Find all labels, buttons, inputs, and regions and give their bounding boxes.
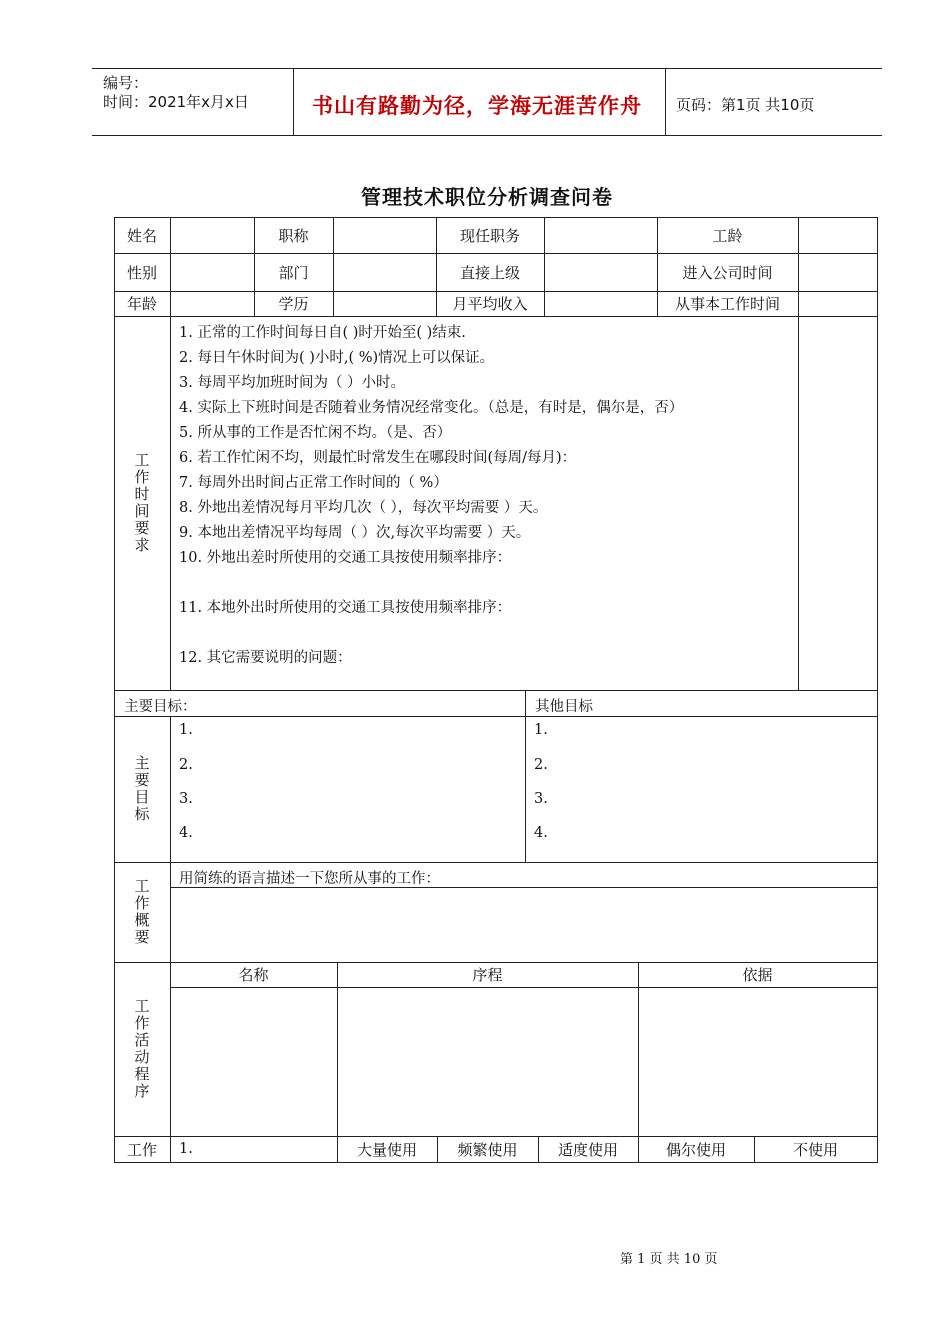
time-label: 时间：2021年x月x日: [103, 93, 249, 111]
work-time-item-1: 1. 正常的工作时间每日自( )时开始至( )结束.: [179, 325, 466, 341]
usage-occasional: 偶尔使用: [665, 1140, 726, 1159]
other-goal-2: 2.: [534, 757, 548, 773]
tools-row-item: 1.: [179, 1141, 193, 1157]
work-time-section-label: [114, 316, 170, 690]
page-label: 页码：第1页 共10页: [676, 96, 815, 114]
usage-heavy: 大量使用: [356, 1140, 417, 1159]
supervisor-label: 直接上级: [459, 263, 520, 282]
header-bottom-rule: [92, 135, 882, 136]
document-title: 管理技术职位分析调查问卷: [361, 185, 613, 209]
work-time-item-3: 3. 每周平均加班时间为（ ）小时。: [179, 375, 406, 391]
main-goals-header: 主要目标：: [124, 699, 197, 715]
procedure-section-label: [114, 962, 170, 1136]
rule: [170, 962, 171, 1162]
current-position-label: 现任职务: [459, 226, 520, 245]
page-footer: 第 1 页 共 10 页: [620, 1252, 718, 1267]
rule: [544, 217, 545, 316]
procedure-label-text: 工作活动程序: [132, 998, 151, 1100]
work-time-item-12: 12. 其它需要说明的问题：: [179, 650, 352, 666]
rule: [170, 862, 171, 962]
department-label: 部门: [278, 263, 309, 282]
procedure-col-basis: 依据: [742, 966, 773, 984]
rule: [638, 962, 639, 1136]
work-time-item-6: 6. 若工作忙闲不均，则最忙时常发生在哪段时间(每周/每月)：: [179, 450, 577, 466]
rule: [170, 716, 171, 862]
goals-section-label: [114, 716, 170, 862]
title-rank-label: 职称: [278, 226, 309, 245]
usage-frequent: 频繁使用: [457, 1140, 518, 1159]
name-label: 姓名: [126, 226, 157, 245]
work-time-item-8: 8. 外地出差情况每月平均几次（ ），每次平均需要 ）天。: [179, 500, 548, 516]
motto: 书山有路勤为径，学海无涯苦作舟: [312, 93, 642, 118]
seniority-label: 工龄: [712, 226, 743, 245]
age-label: 年龄: [126, 295, 157, 313]
rule: [170, 316, 171, 690]
rule: [170, 987, 878, 988]
work-time-item-2: 2. 每日午休时间为( )小时,( %)情况上可以保证。: [179, 350, 495, 366]
header-divider-2: [665, 68, 666, 136]
procedure-col-name: 名称: [238, 966, 269, 984]
work-time-item-9: 9. 本地出差情况平均每周（ ）次,每次平均需要 ）天。: [179, 525, 531, 541]
rule: [333, 217, 334, 316]
header-top-rule: [92, 68, 882, 69]
goals-label-text: 主要目标: [132, 755, 151, 823]
rule: [114, 716, 878, 717]
procedure-col-sequence: 序程: [472, 966, 503, 984]
serial-label: 编号：: [103, 74, 149, 92]
job-duration-label: 从事本工作时间: [674, 295, 780, 313]
tools-row-label: 工作: [126, 1140, 157, 1159]
header-divider-1: [293, 68, 294, 136]
usage-none: 不使用: [792, 1140, 838, 1159]
gender-label: 性别: [126, 263, 157, 282]
overview-label-text: 工作概要: [132, 878, 151, 946]
overview-section-label: [114, 862, 170, 962]
rule: [114, 1162, 878, 1163]
work-time-item-11: 11. 本地外出时所使用的交通工具按使用频率排序：: [179, 600, 512, 616]
overview-prompt: 用简练的语言描述一下您所从事的工作：: [179, 871, 440, 887]
other-goals-header: 其他目标: [535, 699, 593, 715]
main-goal-3: 3.: [179, 791, 193, 807]
rule: [337, 962, 338, 1136]
rule: [114, 690, 878, 691]
other-goal-4: 4.: [534, 825, 548, 841]
monthly-income-label: 月平均收入: [452, 295, 528, 313]
other-goal-3: 3.: [534, 791, 548, 807]
work-time-item-4: 4. 实际上下班时间是否随着业务情况经常变化。（总是，有时是，偶尔是，否）: [179, 400, 684, 416]
main-goal-2: 2.: [179, 757, 193, 773]
work-time-item-5: 5. 所从事的工作是否忙闲不均。（是、否）: [179, 425, 452, 441]
other-goal-1: 1.: [534, 722, 548, 738]
work-time-item-7: 7. 每周外出时间占正常工作时间的（ %）: [179, 475, 448, 491]
work-time-item-10: 10. 外地出差时所使用的交通工具按使用频率排序：: [179, 550, 512, 566]
education-label: 学历: [278, 295, 309, 313]
main-goal-1: 1.: [179, 722, 193, 738]
rule: [114, 862, 878, 863]
rule: [170, 217, 171, 316]
usage-moderate: 适度使用: [557, 1140, 618, 1159]
rule: [114, 316, 878, 317]
rule: [798, 316, 799, 690]
rule: [525, 690, 526, 862]
rule: [798, 217, 799, 316]
join-date-label: 进入公司时间: [682, 263, 773, 282]
main-goal-4: 4.: [179, 825, 193, 841]
work-time-label-text: 工作时间要求: [132, 452, 151, 554]
